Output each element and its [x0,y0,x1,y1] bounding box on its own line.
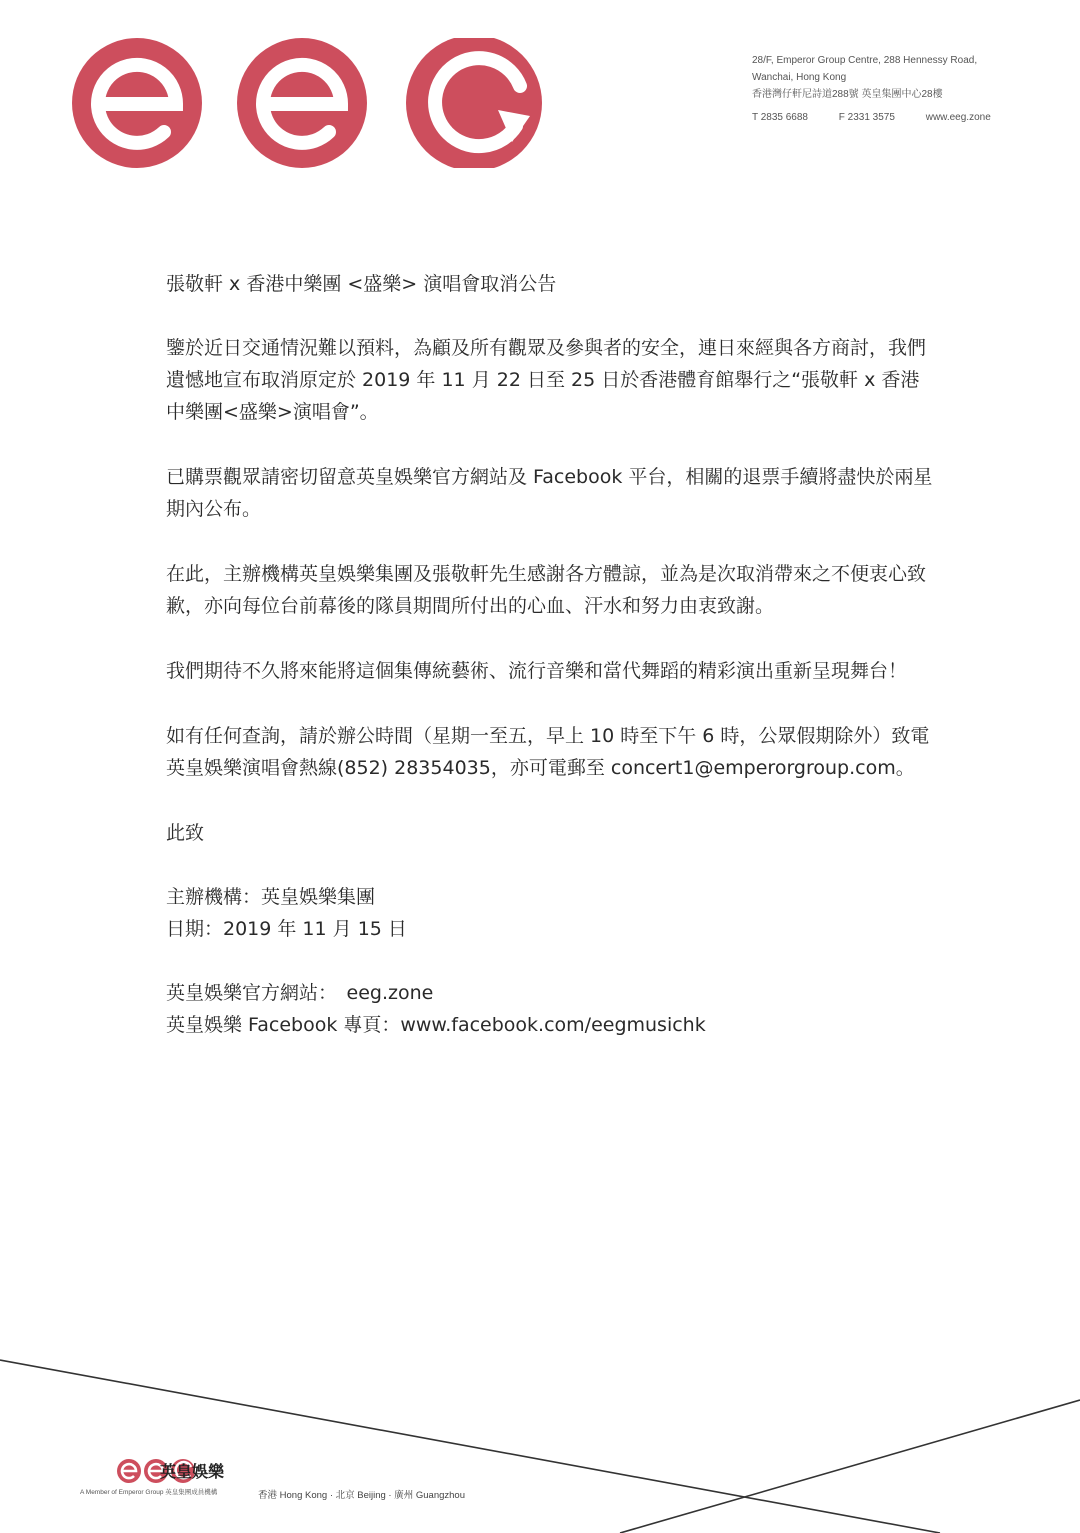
letter-body [166,268,936,1073]
fold-line-2 [620,1400,1080,1533]
paragraph-apology: 在此，主辦機構英皇娛樂集團及張敬軒先生感謝各方體諒，並為是次取消帶來之不便衷心致歉，亦向每位台前幕後的隊員期間所付出的心血、汗水和努力由衷致謝。 [166,563,927,617]
facebook-page-line: 英皇娛樂 Facebook 專頁：www.facebook.com/eegmusichk [166,1014,706,1036]
letter-title: 張敬軒 x 香港中樂團 <盛樂> 演唱會取消公告 [166,273,557,295]
date-line: 日期：2019 年 11 月 15 日 [166,918,407,940]
logo-letter-e-1 [72,38,202,168]
address-line-chinese: 香港灣仔軒尼詩道288號 英皇集團中心28樓 [752,89,943,100]
footer-cities: 香港 Hong Kong · 北京 Beijing · 廣州 Guangzhou [258,1490,465,1501]
contact-line [752,109,1052,126]
links-block [166,977,936,1041]
organizer-line: 主辦機構：英皇娛樂集團 [166,886,376,908]
letterhead-address [752,52,1052,126]
organizer-block [166,881,936,945]
address-line-english-1: 28/F, Emperor Group Centre, 288 Hennessy Road, [752,55,978,66]
footer-brand-name: 英皇娛樂 [160,1462,225,1481]
fold-line-1 [0,1360,940,1533]
phone-number: T 2835 6688 [752,112,808,123]
website-url: www.eeg.zone [925,112,991,123]
footer-member-text: A Member of Emperor Group 英皇集團成員機構 [80,1489,218,1496]
eeg-logo [72,38,552,168]
paragraph-future: 我們期待不久將來能將這個集傳統藝術、流行音樂和當代舞蹈的精彩演出重新呈現舞台！ [166,660,908,682]
official-site-line: 英皇娛樂官方網站： eeg.zone [166,982,434,1004]
paragraph-refund: 已購票觀眾請密切留意英皇娛樂官方網站及 Facebook 平台，相關的退票手續將盡快於兩星期內公布。 [166,466,933,520]
scan-fold-lines [0,1340,1080,1533]
fax-number: F 2331 3575 [838,112,895,123]
paragraph-cancellation: 鑒於近日交通情況難以預料，為顧及所有觀眾及參與者的安全，連日來經與各方商討，我們遺憾地宣布取消原定於 2019 年 11 月 22 日至 25 日於香港體育館舉行之“張敬軒 x 香港中樂團<盛樂>演唱會”。 [166,337,927,423]
logo-letter-g [406,38,542,168]
paragraph-enquiry: 如有任何查詢，請於辦公時間（星期一至五，早上 10 時至下午 6 時，公眾假期除外）致電英皇娛樂演唱會熱線(852) 28354035，亦可電郵至 concert1@emperorgroup.com。 [166,725,930,779]
signoff: 此致 [166,822,205,844]
address-line-english-2: Wanchai, Hong Kong [752,72,847,83]
logo-letter-e-2 [237,38,367,168]
